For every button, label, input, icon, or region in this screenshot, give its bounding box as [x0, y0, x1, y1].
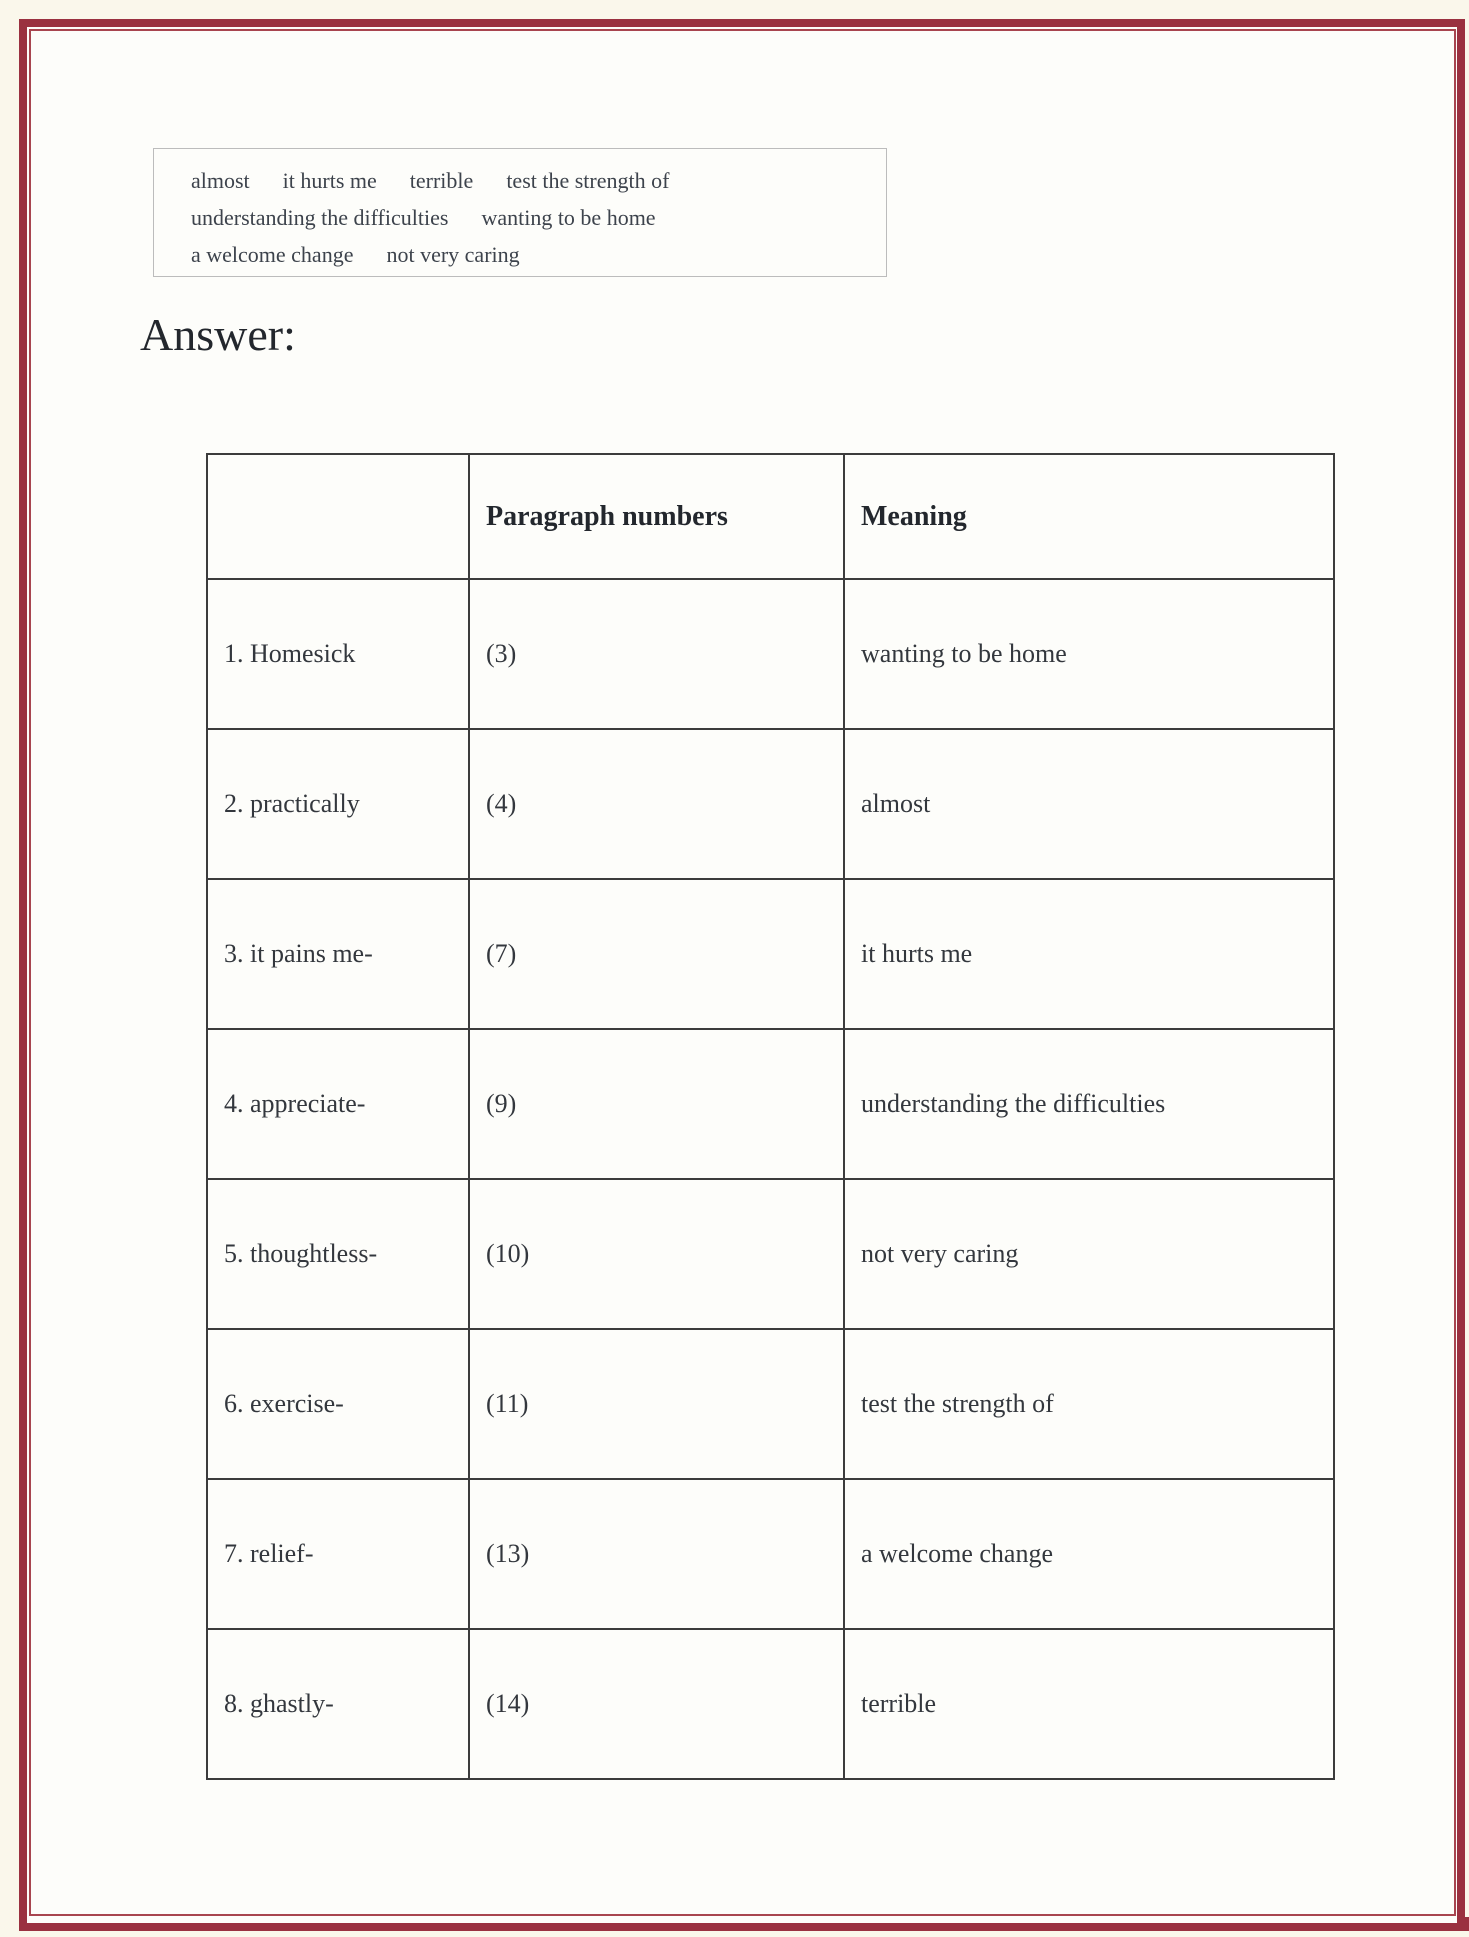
word-bank-item: wanting to be home: [481, 205, 656, 230]
cell-term: 6. exercise-: [207, 1329, 469, 1479]
header-paragraph-numbers: Paragraph numbers: [469, 454, 844, 579]
cell-term: 3. it pains me-: [207, 879, 469, 1029]
cell-meaning: not very caring: [844, 1179, 1334, 1329]
table-row: [207, 879, 1334, 1029]
cell-term: 4. appreciate-: [207, 1029, 469, 1179]
word-bank-item: it hurts me: [282, 168, 377, 193]
table-row: [207, 1029, 1334, 1179]
table-row: [207, 1179, 1334, 1329]
cell-term: 1. Homesick: [207, 579, 469, 729]
cell-paragraph: (10): [469, 1179, 844, 1329]
cell-meaning: test the strength of: [844, 1329, 1334, 1479]
cell-paragraph: (13): [469, 1479, 844, 1629]
cell-meaning: wanting to be home: [844, 579, 1334, 729]
answers-table: [206, 453, 1335, 1780]
word-bank-item: not very caring: [386, 242, 520, 267]
cell-meaning: it hurts me: [844, 879, 1334, 1029]
cell-paragraph: (4): [469, 729, 844, 879]
cell-paragraph: (9): [469, 1029, 844, 1179]
cell-meaning: almost: [844, 729, 1334, 879]
cell-meaning: terrible: [844, 1629, 1334, 1779]
cell-term: 8. ghastly-: [207, 1629, 469, 1779]
cell-term: 5. thoughtless-: [207, 1179, 469, 1329]
table-row: [207, 1329, 1334, 1479]
word-bank-item: understanding the difficulties: [191, 205, 449, 230]
word-bank-item: test the strength of: [506, 168, 670, 193]
page-border-bottom-bleed: [1465, 1917, 1469, 1931]
cell-meaning: understanding the difficulties: [844, 1029, 1334, 1179]
header-term-empty: [207, 454, 469, 579]
table-row: [207, 579, 1334, 729]
word-bank-line: [191, 162, 886, 199]
cell-term: 7. relief-: [207, 1479, 469, 1629]
word-bank-item: almost: [191, 168, 250, 193]
cell-paragraph: (11): [469, 1329, 844, 1479]
cell-paragraph: (14): [469, 1629, 844, 1779]
table-row: [207, 1479, 1334, 1629]
cell-paragraph: (3): [469, 579, 844, 729]
table-row: [207, 1629, 1334, 1779]
table-header-row: [207, 454, 1334, 579]
cell-meaning: a welcome change: [844, 1479, 1334, 1629]
word-bank-item: terrible: [409, 168, 474, 193]
header-meaning: Meaning: [844, 454, 1334, 579]
word-bank-line: [191, 236, 886, 273]
cell-term: 2. practically: [207, 729, 469, 879]
word-bank-box: [153, 148, 887, 277]
table-row: [207, 729, 1334, 879]
word-bank-line: [191, 199, 886, 236]
word-bank-item: a welcome change: [191, 242, 354, 267]
answer-heading: Answer:: [140, 309, 296, 360]
cell-paragraph: (7): [469, 879, 844, 1029]
